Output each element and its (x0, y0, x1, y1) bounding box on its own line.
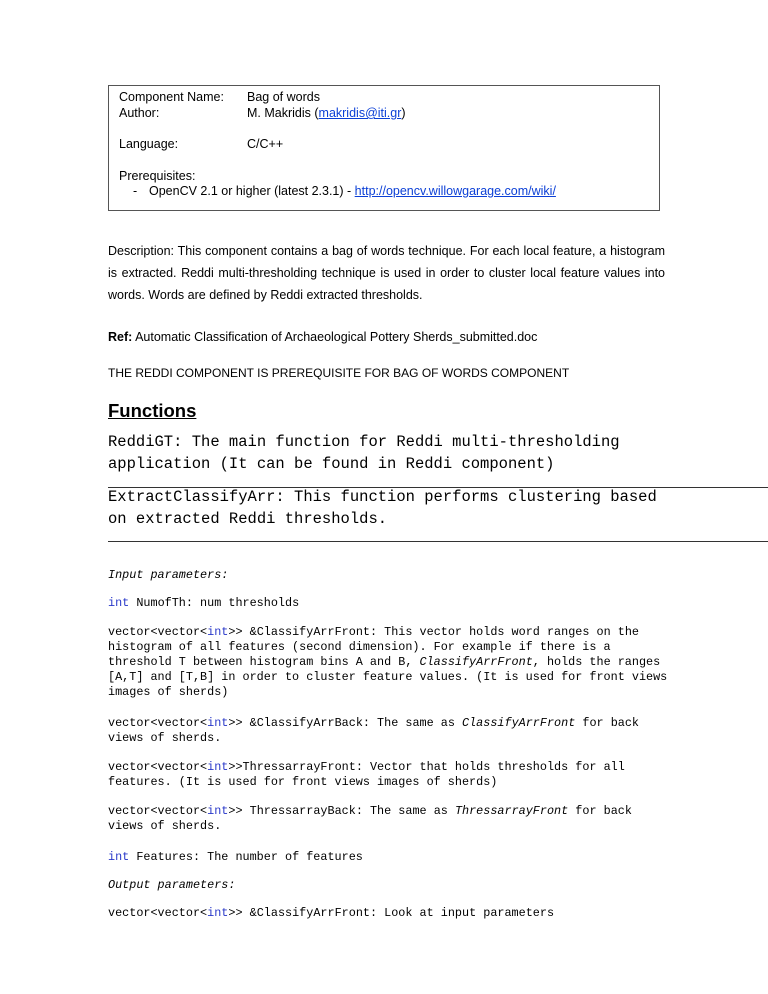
component-name-label: Component Name: (119, 90, 224, 104)
prerequisite-text: OpenCV 2.1 or higher (latest 2.3.1) - (149, 184, 355, 198)
language-value: C/C++ (247, 137, 284, 151)
functions-heading: Functions (108, 400, 197, 421)
input-parameters-heading: Input parameters: (108, 568, 229, 582)
param-classifyarrback: vector<vector<int>> &ClassifyArrBack: The same as ClassifyArrFront for back views of sherds. (108, 716, 640, 745)
type-keyword: int (108, 850, 130, 864)
section-divider (108, 541, 768, 542)
prerequisite-note: THE REDDI COMPONENT IS PREREQUISITE FOR BAG OF WORDS COMPONENT (108, 366, 570, 380)
extract-function-description: ExtractClassifyArr: This function performs clustering based on extracted Reddi thresholds. (108, 488, 657, 528)
component-info-box (108, 85, 660, 211)
author-close-paren: ) (401, 106, 406, 120)
output-parameters-heading: Output parameters: (108, 878, 236, 892)
param-classifyarrfront: vector<vector<int>> &ClassifyArrFront: This vector holds word ranges on the histogram of all features (second dimension). For example if there is a threshold T between histogram bins A and B, ClassifyArrFront, holds the ranges [A,T] and [T,B] in order to cluster feature values. (It is used for front views images of sherds) (108, 625, 668, 699)
language-label: Language: (119, 137, 179, 151)
author-value (247, 106, 406, 120)
output-classifyarrfront: vector<vector<int>> &ClassifyArrFront: Look at input parameters (108, 906, 555, 920)
ref-text: Automatic Classification of Archaeological Pottery Sherds_submitted.doc (132, 330, 538, 344)
author-email-link[interactable]: makridis@iti.gr (318, 106, 402, 120)
author-name: M. Makridis ( (247, 106, 319, 120)
ref-label: Ref: (108, 330, 133, 344)
author-label: Author: (119, 106, 160, 120)
component-name-value: Bag of words (247, 90, 320, 104)
description-paragraph: Description: This component contains a bag of words technique. For each local feature, a histogram is extracted. Reddi multi-thresholding technique is used in order to cluster local feature values into words. Words are defined by Reddi extracted thresholds. (108, 244, 665, 302)
prerequisites-label: Prerequisites: (119, 169, 196, 183)
opencv-link[interactable]: http://opencv.willowgarage.com/wiki/ (354, 184, 556, 198)
reddigt-function-description: ReddiGT: The main function for Reddi multi-thresholding application (It can be found in Reddi component) (108, 433, 620, 473)
list-dash: - (133, 184, 138, 198)
reference-line (108, 330, 537, 344)
param-thressarrayback: vector<vector<int>> ThressarrayBack: The same as ThressarrayFront for back views of sherds. (108, 804, 632, 833)
type-keyword: int (108, 596, 130, 610)
param-features: int Features: The number of features (108, 850, 363, 864)
param-thressarrayfront: vector<vector<int>>ThressarrayFront: Vector that holds thresholds for all features. (It is used for front views images of sherds) (108, 760, 625, 789)
param-numofth: int NumofTh: num thresholds (108, 596, 300, 610)
prerequisite-item (133, 184, 556, 198)
